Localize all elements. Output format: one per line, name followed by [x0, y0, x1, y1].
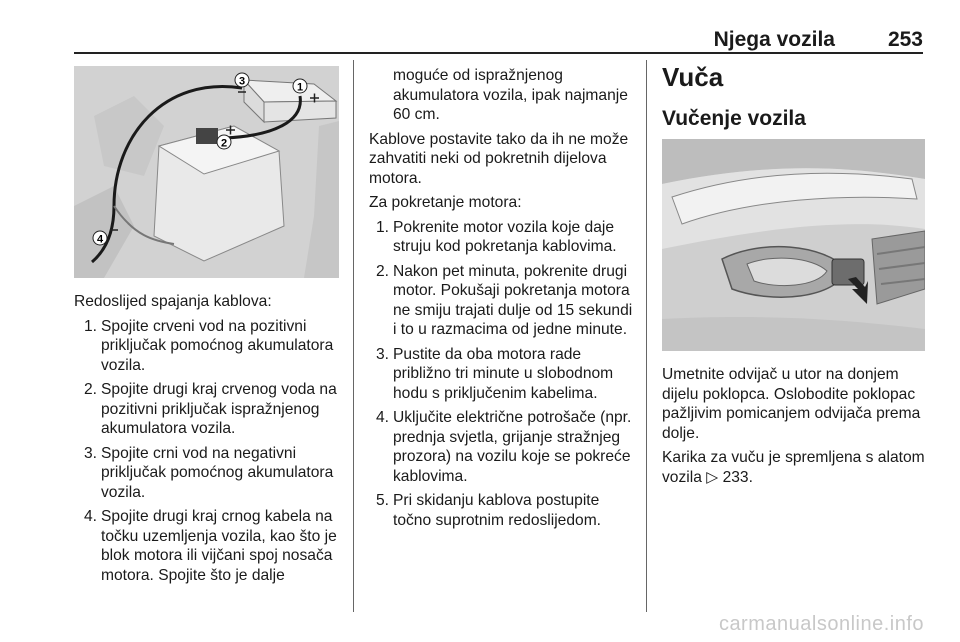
- column-2: [369, 66, 637, 535]
- column-divider-2: [646, 60, 647, 612]
- tow-cover-instruction: Umetnite odvijač u utor na donjem dijelu poklopca. Oslobodite poklopac pažljivim pomicanjem odvijača prema dolje.: [662, 366, 921, 442]
- list-item: 1. Spojite crveni vod na pozitivni priključak pomoćnog akumulatora vozila.: [83, 317, 334, 374]
- cable-placement-note: Kablove postavite tako da ih ne može zahvatiti neki od pokretnih dijelova motora.: [369, 130, 629, 187]
- jump-start-diagram: [74, 66, 339, 278]
- engine-start-steps: [369, 218, 637, 531]
- page-reference-link[interactable]: 233.: [722, 468, 753, 486]
- cable-sequence-intro: Redoslijed spajanja kablova:: [74, 293, 272, 310]
- marker-2: 2: [220, 137, 228, 150]
- start-engine-intro: Za pokretanje motora:: [369, 194, 522, 211]
- page-header: [0, 0, 960, 56]
- page-reference-arrow-icon: ▷: [706, 468, 719, 486]
- column-1: [74, 292, 346, 590]
- column-3-body: [662, 365, 930, 492]
- continued-step-text: moguće od ispražnjenog akumulatora vozila, ipak najmanje 60 cm.: [393, 67, 628, 123]
- section-subheading: Vučenje vozila: [662, 107, 806, 130]
- section-heading: Vuča: [662, 62, 724, 92]
- header-rule: [74, 52, 923, 54]
- cable-connection-steps: [74, 317, 346, 586]
- list-item: 3. Pustite da oba motora rade približno tri minute u slobodnom hodu s priključenim kabelima.: [375, 345, 614, 402]
- list-item: 1. Pokrenite motor vozila koje daje struju kod pokretanja kablovima.: [375, 218, 617, 255]
- list-item: 2. Spojite drugi kraj crvenog voda na pozitivni priključak ispražnjenog akumulatora vozila.: [83, 381, 337, 437]
- list-item: 4. Uključite električne potrošače (npr. prednja svjetla, grijanje stražnjeg prozora) na vozilu koje se pokreće kablovima.: [375, 409, 632, 485]
- page-number: 253: [887, 28, 923, 51]
- marker-3: 3: [238, 75, 246, 88]
- watermark: carmanualsonline.info: [718, 613, 924, 635]
- tow-eye-storage-note: Karika za vuču je spremljena s alatom vozila ▷ 233.: [662, 449, 925, 486]
- list-item: 3. Spojite crni vod na negativni priključak pomoćnog akumulatora vozila.: [83, 444, 334, 501]
- column-3: [662, 62, 928, 132]
- front-bumper-diagram: [662, 139, 925, 351]
- engine-bay-illustration: [74, 66, 339, 278]
- list-item: 5. Pri skidanju kablova postupite točno suprotnim redoslijedom.: [375, 492, 602, 529]
- tow-eye-cover-illustration: [662, 139, 925, 351]
- list-item: 4. Spojite drugi kraj crnog kabela na točku uzemljenja vozila, kao što je blok motora ili vijčani spoj nosača motora. Spojite što je dalje: [83, 508, 337, 584]
- marker-4: 4: [96, 233, 104, 246]
- list-item: 2. Nakon pet minuta, pokrenite drugi motor. Pokušaji pokretanja motora ne smiju trajati dulje od 15 sekundi i to u razmacima od jedne minute.: [375, 262, 633, 338]
- page-title: Njega vozila: [713, 28, 835, 51]
- column-divider-1: [353, 60, 354, 612]
- marker-1: 1: [296, 81, 304, 94]
